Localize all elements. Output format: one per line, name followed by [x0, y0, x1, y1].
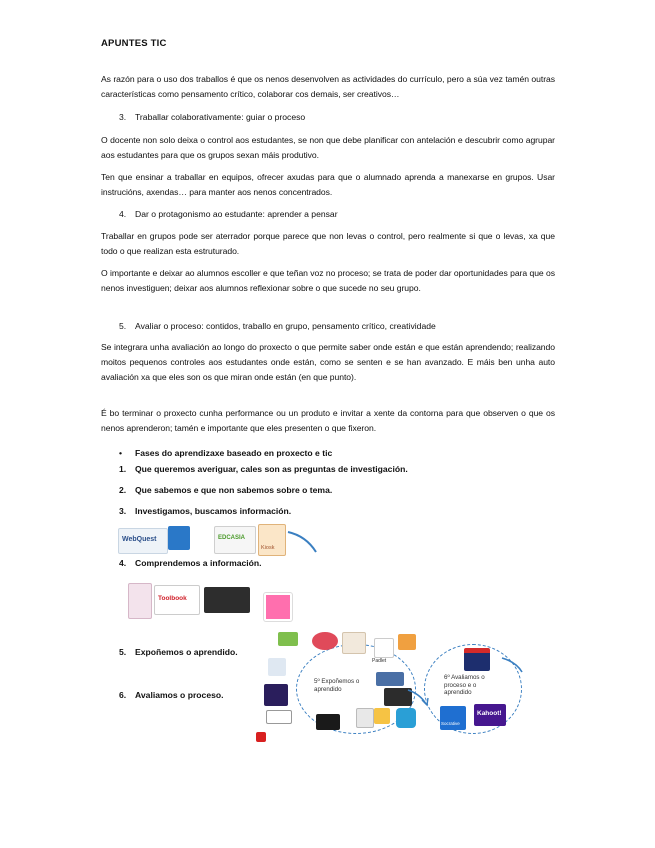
app-icon: [264, 593, 292, 621]
tool-thumbnail: [374, 638, 394, 658]
toolbook-logo: Toolbook: [154, 585, 200, 615]
list-item-evaluate: [119, 320, 436, 332]
phase-step-4: [119, 557, 262, 569]
phase-step-6: [119, 689, 224, 701]
tool-thumbnail: [464, 648, 490, 671]
tool-thumbnail: [312, 632, 338, 650]
list-item-protagonism: [119, 208, 338, 220]
tool-thumbnail: [342, 632, 366, 654]
tool-thumbnail: [398, 634, 416, 650]
tool-logo-blue: [168, 526, 190, 550]
cycle-label-left: 5º Expoñemos o aprendido: [314, 678, 360, 693]
step-number: 2.: [119, 485, 127, 495]
book-thumbnail: [128, 583, 152, 619]
edcasia-logo: EDCASIA: [214, 526, 256, 554]
arrow-icon: [286, 528, 320, 554]
socrative-logo: Socrative: [440, 706, 466, 730]
tool-thumbnail: [376, 672, 404, 686]
list-text: Dar o protagonismo ao estudante: aprender a pensar: [135, 209, 338, 219]
step-text: Expoñemos o aprendido.: [135, 647, 238, 657]
document-header: APUNTES TIC: [101, 38, 167, 49]
tool-thumbnail: [356, 708, 374, 728]
step-number: 4.: [119, 558, 127, 568]
tool-thumbnail: [266, 710, 292, 724]
step-number: 1.: [119, 464, 127, 474]
tool-thumbnail: [278, 632, 298, 646]
cycle-label-right: 6º Avaliamos o proceso e o aprendido: [444, 674, 485, 696]
tool-thumbnail: [396, 708, 416, 728]
bullet-icon: •: [119, 448, 123, 458]
list-number: 3.: [119, 112, 127, 122]
cycle-arrow-icon: [406, 688, 432, 708]
paragraph-groupwork: Traballar en grupos pode ser aterrador porque parece que non levas o control, pero realmente si que o levas, xa que todo o que realizan esta estruturado.: [101, 231, 555, 256]
tool-thumbnail: [256, 732, 266, 742]
cycle-diagram: [256, 630, 530, 742]
step-text: Que queremos averiguar, cales son as preguntas de investigación.: [135, 464, 408, 474]
padlet-label: Padlet: [372, 658, 396, 666]
list-item-collaborate: [119, 111, 305, 123]
step-text: Investigamos, buscamos información.: [135, 506, 292, 516]
video-thumbnail: [204, 587, 250, 613]
comprehension-tools-images: [128, 583, 298, 619]
paragraph-teams: Ten que ensinar a traballar en equipos, ofrecer axudas para que o alumnado aprenda a manexarse en grupos. Usar instrucións, axendas… para manter aos nenos concentrados.: [101, 172, 555, 197]
paragraph-reason: As razón para o uso dos traballos é que os nenos desenvolven as actividades do currículo, pero a súa vez tamén outras características como pensamento crítico, colaborar cos demais, ser creativos…: [101, 74, 555, 99]
kahoot-logo: Kahoot!: [474, 704, 506, 726]
step-text: Avaliamos o proceso.: [135, 690, 224, 700]
phases-heading: [119, 448, 332, 458]
paragraph-performance: É bo terminar o proxecto cunha performance ou un produto e invitar a xente da contorna para que observen o que os nenos aprenderon; tamén e importante que eles presenten o que fixeron.: [101, 408, 555, 433]
tool-thumbnail: [264, 684, 288, 706]
kiosk-logo: Kiosk: [258, 524, 286, 556]
list-number: 4.: [119, 209, 127, 219]
paragraph-teacher: O docente non solo deixa o control aos estudantes, se non que debe planificar con antelación e descubrir como agrupar aos estudantes para que os grupos sexan máis produtivo.: [101, 135, 555, 160]
phase-step-1: [119, 463, 408, 475]
cycle-arrow-icon: [500, 656, 526, 676]
phase-step-3: [119, 505, 291, 517]
phases-title: Fases do aprendizaxe baseado en proxecto e tic: [135, 448, 333, 458]
phase-step-2: [119, 484, 332, 496]
webquest-logo: WebQuest: [118, 528, 168, 554]
list-number: 5.: [119, 321, 127, 331]
tool-thumbnail: [374, 708, 390, 724]
paragraph-choice: O importante e deixar ao alumnos escoller e que teñan voz no proceso; se trata de poder dar oportunidades para que os nenos investiguen; deixar aos alumnos reflexionar sobre o que sucede no seu grupo.: [101, 268, 555, 293]
step-number: 6.: [119, 690, 127, 700]
list-text: Avaliar o proceso: contidos, traballo en grupo, pensamento crítico, creatividade: [135, 321, 436, 331]
step-text: Que sabemos e que non sabemos sobre o tema.: [135, 485, 333, 495]
step-number: 5.: [119, 647, 127, 657]
list-text: Traballar colaborativamente: guiar o proceso: [135, 112, 306, 122]
paragraph-assessment: Se integrara unha avaliación ao longo do proxecto o que permite saber onde están e que están aprendendo; realizando moitos pequenos controles aos estudantes onde están, como se senten e se han avanzado. E máis ben unha auto avaliación xa que eles son os que miran onde están (en que punto).: [101, 342, 555, 382]
step-number: 3.: [119, 506, 127, 516]
research-tools-images: [118, 524, 318, 556]
step-text: Comprendemos a información.: [135, 558, 262, 568]
phase-step-5: [119, 646, 238, 658]
tool-thumbnail: [316, 714, 340, 730]
tool-thumbnail: [268, 658, 286, 676]
